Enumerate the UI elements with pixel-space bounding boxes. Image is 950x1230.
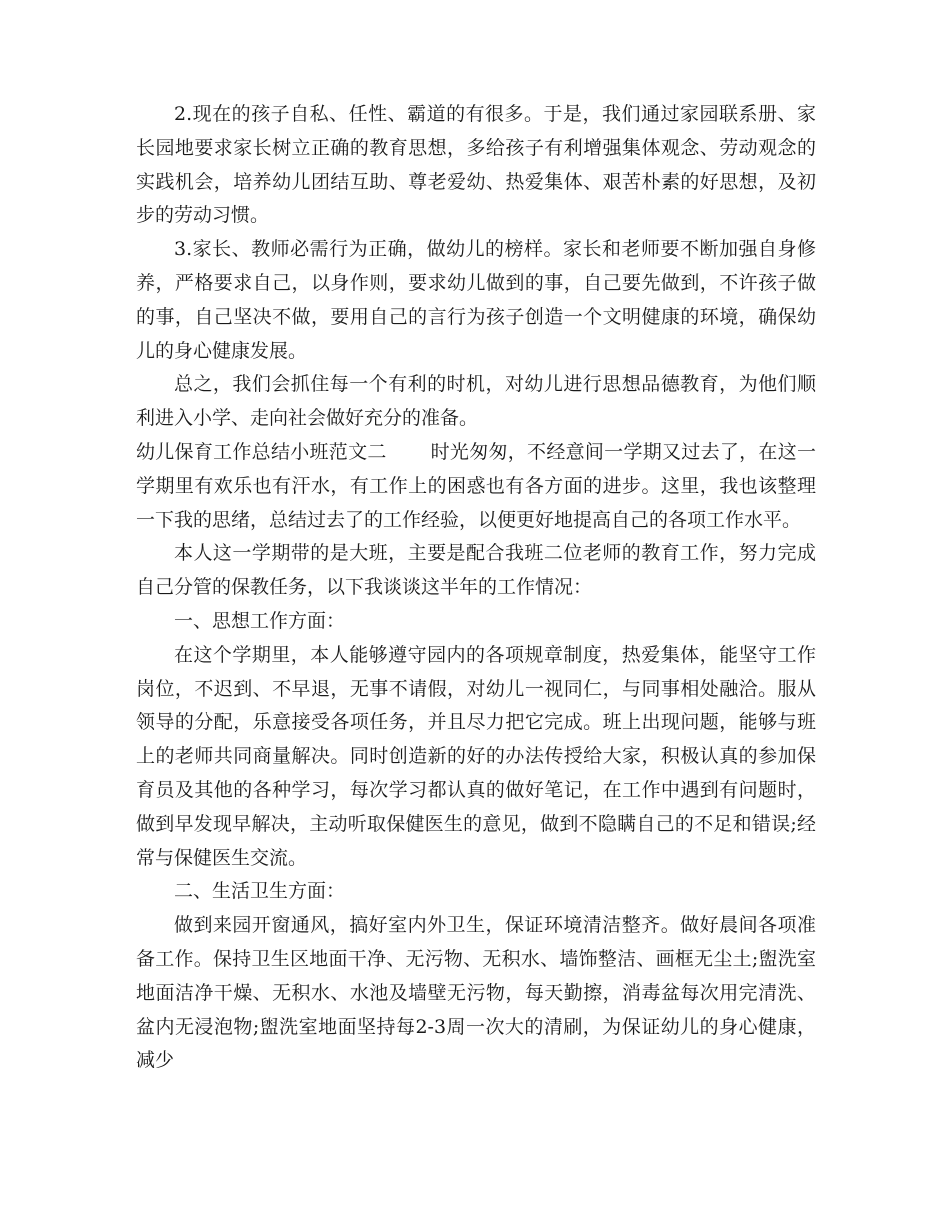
- paragraph-hygiene: 做到来园开窗通风，搞好室内外卫生，保证环境清洁整齐。做好晨间各项准备工作。保持卫生区地面干净、无污物、无积水、墙饰整洁、画框无尘土;盥洗室地面洁净干燥、无积水、水池及墙壁无污物，每天勤擦，消毒盆每次用完清洗、盆内无浸泡物;盥洗室地面坚持每2-3周一次大的清刷，为保证幼儿的身心健康，减少: [136, 914, 816, 1072]
- paragraph-conclusion: 总之，我们会抓住每一个有利的时机，对幼儿进行思想品德教育，为他们顺利进入小学、走向社会做好充分的准备。: [136, 373, 816, 430]
- subheading-ideology: 一、思想工作方面：: [174, 609, 346, 632]
- paragraph-ideology: 在这个学期里，本人能够遵守园内的各项规章制度，热爱集体，能坚守工作岗位，不迟到、不早退，无事不请假，对幼儿一视同仁，与同事相处融洽。服从领导的分配，乐意接受各项任务，并且尽力把它完成。班上出现问题，能够与班上的老师共同商量解决。同时创造新的好的办法传授给大家，积极认真的参加保育员及其他的各种学习，每次学习都认真的做好笔记，在工作中遇到有问题时，做到早发现早解决，主动听取保健医生的意见，做到不隐瞒自己的不足和错误;经常与保健医生交流。: [136, 643, 816, 869]
- paragraph-intro: 本人这一学期带的是大班，主要是配合我班二位老师的教育工作，努力完成自己分管的保教任务，以下我谈谈这半年的工作情况：: [136, 542, 816, 599]
- paragraph-sample-two: [136, 436, 816, 537]
- subheading-hygiene: 二、生活卫生方面：: [174, 880, 346, 903]
- paragraph-role-model: 3.家长、教师必需行为正确，做幼儿的榜样。家长和老师要不断加强自身修养，严格要求自己，以身作则，要求幼儿做到的事，自己要先做到，不许孩子做的事，自己坚决不做，要用自己的言行为孩子创造一个文明健康的环境，确保幼儿的身心健康发展。: [136, 238, 816, 362]
- paragraph-sample-two-text: 时光匆匆，不经意间一学期又过去了，在这一学期里有欢乐也有汗水，有工作上的困惑也有各方面的进步。这里，我也该整理一下我的思绪，总结过去了的工作经验，以便更好地提高自己的各项工作水平。: [136, 440, 816, 531]
- section-heading: 幼儿保育工作总结小班范文二: [136, 440, 387, 463]
- document-body: [136, 98, 816, 1078]
- paragraph-parent-guidance: 2.现在的孩子自私、任性、霸道的有很多。于是，我们通过家园联系册、家长园地要求家长树立正确的教育思想，多给孩子有利增强集体观念、劳动观念的实践机会，培养幼儿团结互助、尊老爱幼、热爱集体、艰苦朴素的好思想，及初步的劳动习惯。: [136, 103, 816, 227]
